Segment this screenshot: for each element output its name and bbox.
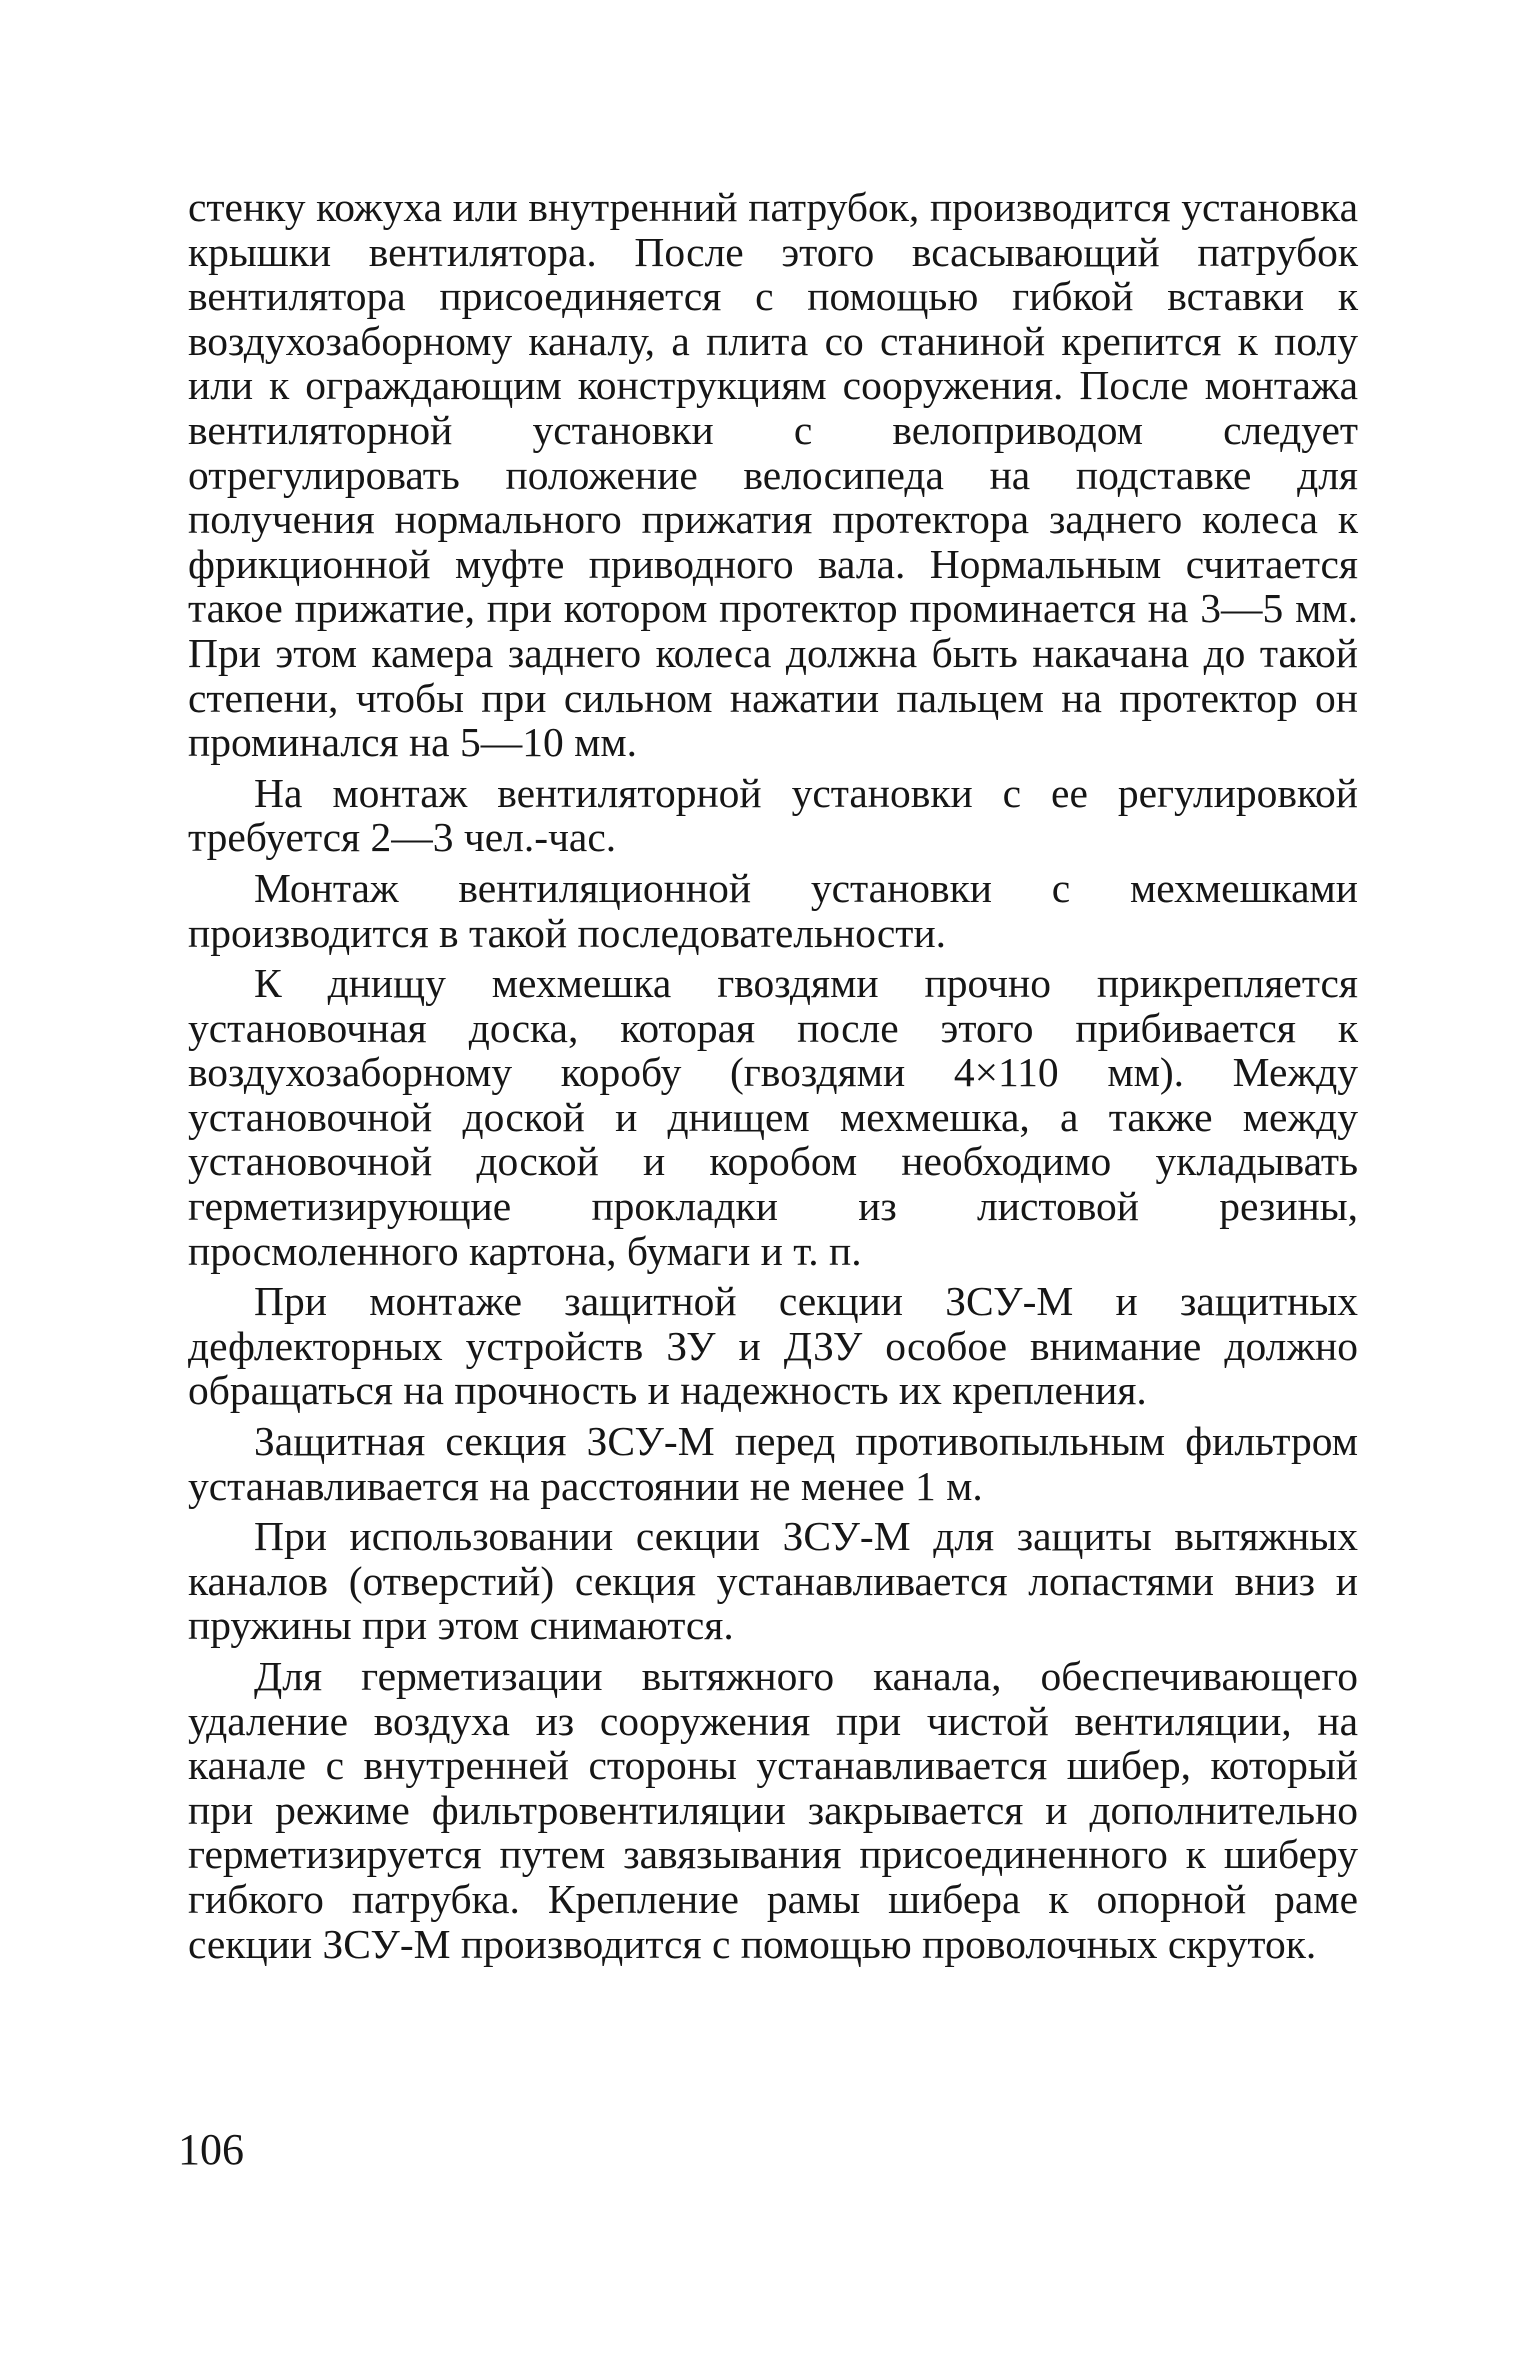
page-text bbox=[188, 185, 1358, 1972]
paragraph-4: К днищу мехмешка гвоздями прочно прикрепляется установочная доска, которая после этого прибивается к воздухозаборному коробу (гвоздями 4×110 мм). Между установочной доской и днищем мехмешка, а также между установочной доской и коробом необходимо укладывать герметизирующие прокладки из листовой резины, просмоленного картона, бумаги и т. п. bbox=[188, 960, 1358, 1274]
page-number: 106 bbox=[178, 2125, 244, 2174]
paragraph-2: На монтаж вентиляторной установки с ее регулировкой требуется 2—3 чел.-час. bbox=[188, 769, 1358, 861]
paragraph-6: Защитная секция ЗСУ-М перед противопыльным фильтром устанавливается на расстоянии не менее 1 м. bbox=[188, 1418, 1358, 1509]
paragraph-7: При использовании секции ЗСУ-М для защиты вытяжных каналов (отверстий) секция устанавливается лопастями вниз и пружины при этом снимаются. bbox=[188, 1513, 1358, 1649]
paragraph-5: При монтаже защитной секции ЗСУ-М и защитных дефлекторных устройств ЗУ и ДЗУ особое внимание должно обращаться на прочность и надежность их крепления. bbox=[188, 1278, 1358, 1414]
paragraph-1: стенку кожуха или внутренний патрубок, производится установка крышки вентилятора. После этого всасывающий патрубок вентилятора присоединяется с помощью гибкой вставки к воздухозаборному каналу, а плита со станиной крепится к полу или к ограждающим конструкциям сооружения. После монтажа вентиляторной установки с велоприводом следует отрегулировать положение велосипеда на подставке для получения нормального прижатия протектора заднего колеса к фрикционной муфте приводного вала. Нормальным считается такое прижатие, при котором протектор проминается на 3—5 мм. При этом камера заднего колеса должна быть накачана до такой степени, чтобы при сильном нажатии пальцем на протектор он проминался на 5—10 мм. bbox=[188, 184, 1358, 766]
paragraph-8: Для герметизации вытяжного канала, обеспечивающего удаление воздуха из сооружения при чистой вентиляции, на канале с внутренней стороны устанавливается шибер, который при режиме фильтровентиляции закрывается и дополнительно герметизируется путем завязывания присоединенного к шиберу гибкого патрубка. Крепление рамы шибера к опорной раме секции ЗСУ-М производится с помощью проволочных скруток. bbox=[188, 1653, 1358, 1967]
paragraph-3: Монтаж вентиляционной установки с мехмешками производится в такой последовательности. bbox=[188, 864, 1358, 956]
